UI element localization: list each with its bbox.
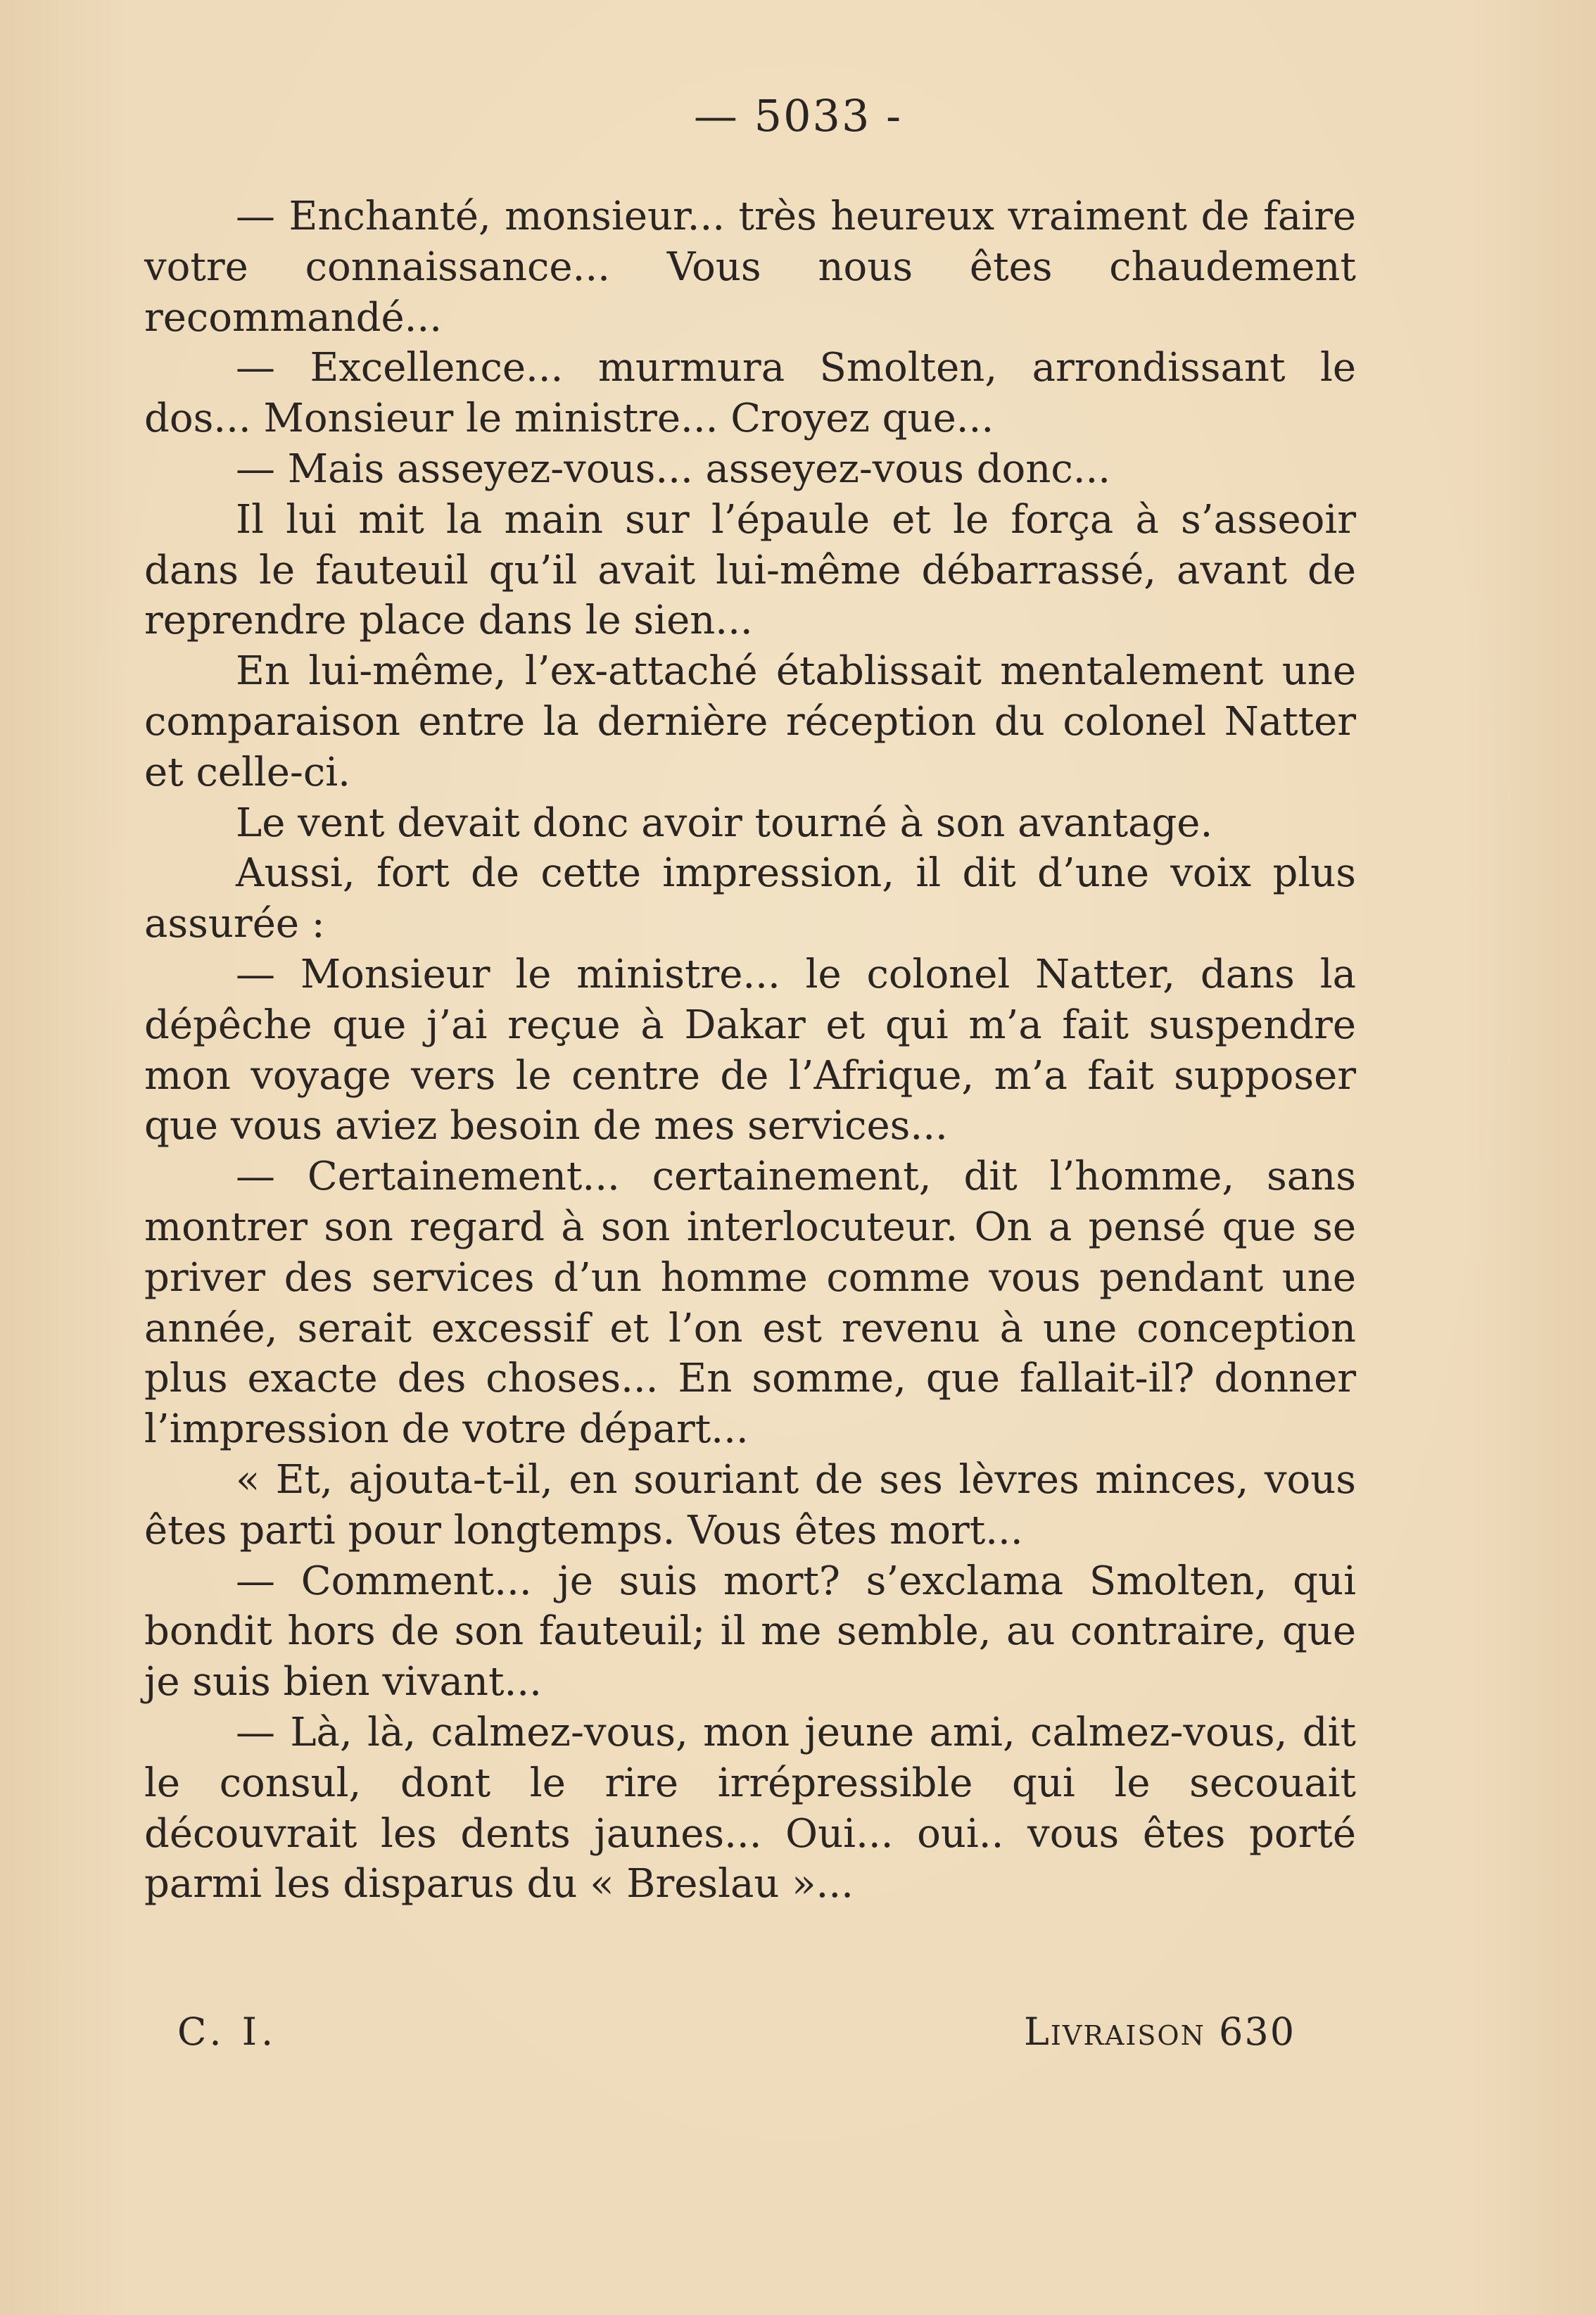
paragraph: — Certainement... certainement, dit l’homme, sans montrer son regard à son interlocuteur. On a pensé que se priver des services d’un homme comme vous pendant une année, serait excessif et l’on est revenu à une conception plus exacte des choses... En somme, que fallait-il? donner l’impression de votre départ...	[144, 1154, 1356, 1453]
body-text	[144, 191, 1356, 1910]
paragraph: — Enchanté, monsieur... très heureux vraiment de faire votre connaissance... Vous nous êtes chaudement recommandé...	[144, 194, 1356, 341]
paragraph: « Et, ajouta-t-il, en souriant de ses lèvres minces, vous êtes parti pour longtemps. Vous êtes mort...	[144, 1456, 1356, 1553]
paragraph: — Là, là, calmez-vous, mon jeune ami, calmez-vous, dit le consul, dont le rire irrépressible qui le secouait découvrait les dents jaunes... Oui... oui.. vous êtes porté parmi les disparus du « Breslau »...	[144, 1709, 1356, 1907]
paragraph: — Monsieur le ministre... le colonel Natter, dans la dépêche que j’ai reçue à Dakar et qui m’a fait suspendre mon voyage vers le centre de l’Afrique, m’a fait supposer que vous aviez besoin de mes services...	[144, 951, 1356, 1149]
paragraph: — Comment... je suis mort? s’exclama Smolten, qui bondit hors de son fauteuil; il me semble, au contraire, que je suis bien vivant...	[144, 1558, 1356, 1705]
paragraph: — Mais asseyez-vous... asseyez-vous donc...	[236, 446, 1111, 492]
page-number: — 5033 -	[693, 90, 903, 141]
footer-livraison: Livraison 630	[1024, 2010, 1296, 2054]
paragraph: Aussi, fort de cette impression, il dit d’une voix plus assurée :	[144, 850, 1356, 947]
paragraph: Le vent devait donc avoir tourné à son avantage.	[236, 800, 1213, 846]
paragraph: — Excellence... murmura Smolten, arrondissant le dos... Monsieur le ministre... Croyez que...	[144, 345, 1356, 442]
paragraph: Il lui mit la main sur l’épaule et le força à s’asseoir dans le fauteuil qu’il avait lui-même débarrassé, avant de reprendre place dans le sien...	[144, 496, 1356, 644]
paragraph: En lui-même, l’ex-attaché établissait mentalement une comparaison entre la dernière réception du colonel Natter et celle-ci.	[144, 648, 1356, 795]
footer-signature: C. I.	[177, 2010, 278, 2054]
